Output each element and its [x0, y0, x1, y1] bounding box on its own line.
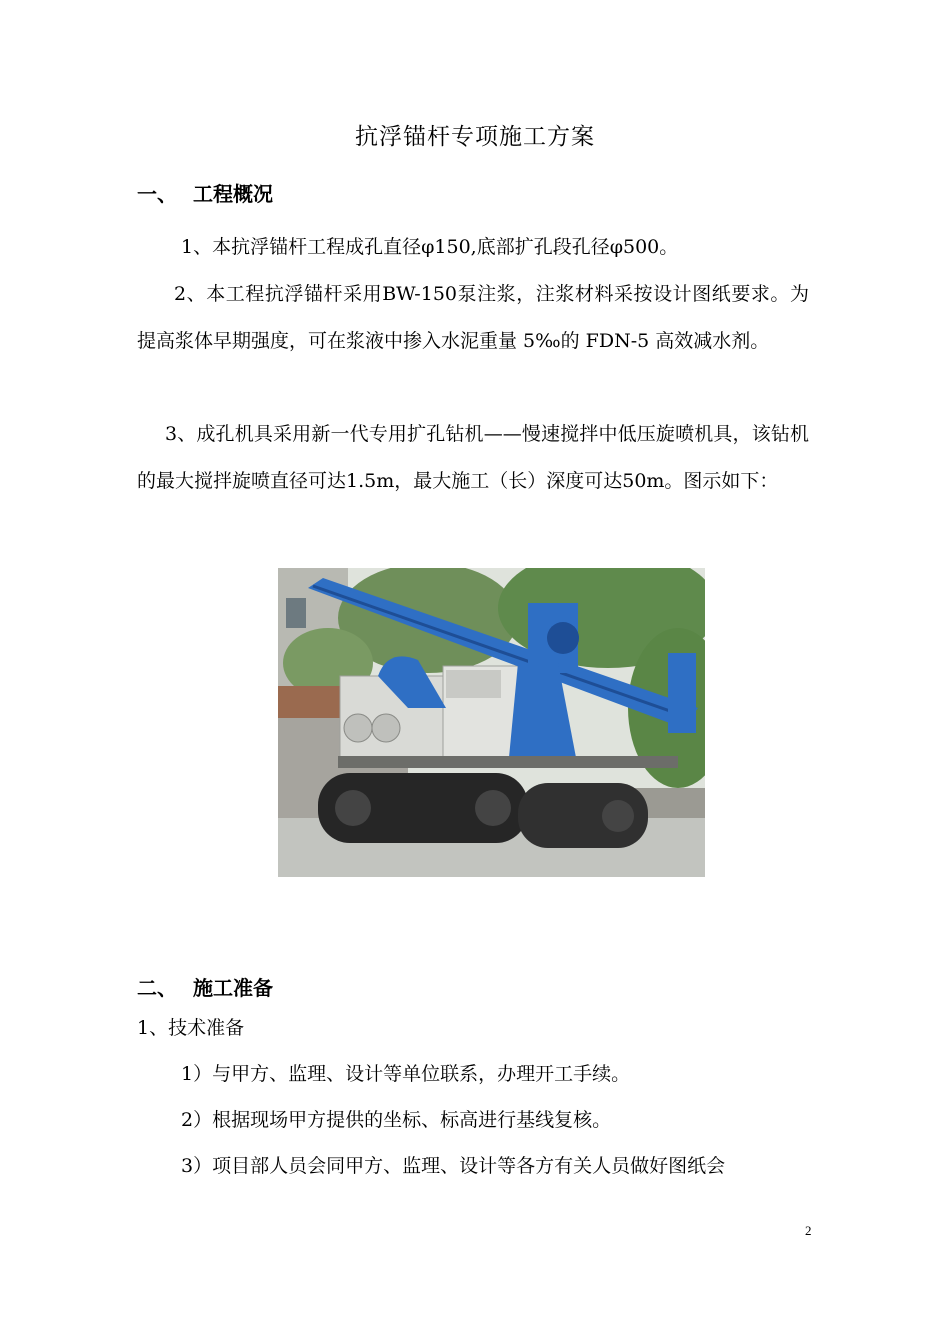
document-title: 抗浮锚杆专项施工方案	[355, 124, 595, 150]
drilling-rig-photo	[278, 568, 705, 877]
section-heading-1	[137, 178, 273, 207]
section-title: 施工准备	[193, 976, 273, 1000]
paragraph-2: 2、本工程抗浮锚杆采用BW-150泵注浆，注浆材料采按设计图纸要求。为提高浆体早期强度，可在浆液中掺入水泥重量 5‰的 FDN-5 高效减水剂。	[137, 283, 809, 352]
section-number: 一、	[137, 182, 177, 206]
section-title: 工程概况	[193, 182, 273, 206]
section-heading-2	[137, 972, 273, 1001]
list-item-3: 3）项目部人员会同甲方、监理、设计等各方有关人员做好图纸会	[181, 1155, 726, 1177]
paragraph-1: 1、本抗浮锚杆工程成孔直径φ150,底部扩孔段孔径φ500。	[181, 236, 679, 258]
paragraph-3: 3、成孔机具采用新一代专用扩孔钻机——慢速搅拌中低压旋喷机具，该钻机的最大搅拌旋喷直径可达1.5m，最大施工（长）深度可达50m。图示如下：	[137, 423, 809, 492]
page-number: 2	[805, 1223, 812, 1238]
section-number: 二、	[137, 976, 177, 1000]
list-item-1: 1）与甲方、监理、设计等单位联系，办理开工手续。	[181, 1063, 631, 1085]
subheading-technical-prep: 1、技术准备	[137, 1017, 245, 1039]
list-item-2: 2）根据现场甲方提供的坐标、标高进行基线复核。	[181, 1109, 612, 1131]
